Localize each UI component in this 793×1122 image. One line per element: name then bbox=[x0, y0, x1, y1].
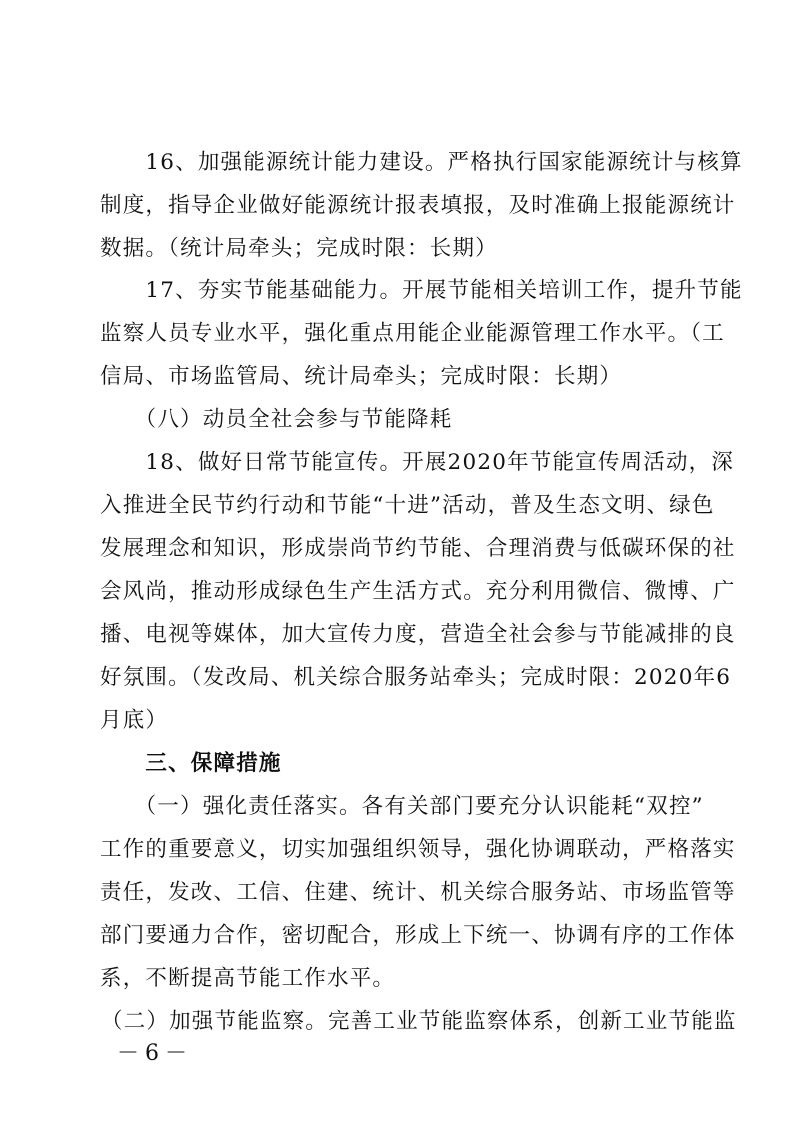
paragraph-line: （二）加强节能监察。完善工业节能监察体系，创新工业节能监 bbox=[101, 1009, 737, 1034]
page-number: －6－ bbox=[117, 1041, 193, 1066]
paragraph-line: 信局、市场监管局、统计局牵头；完成时限：长期） bbox=[100, 364, 623, 389]
paragraph-line: 会风尚，推动形成绿色生产生活方式。充分利用微信、微博、广 bbox=[100, 579, 736, 604]
paragraph-line: 数据。（统计局牵头；完成时限：长期） bbox=[100, 236, 498, 261]
paragraph-line: 入推进全民节约行动和节能“十进”活动，普及生态文明、绿色 bbox=[100, 493, 715, 518]
paragraph-line: 16、加强能源统计能力建设。严格执行国家能源统计与核算 bbox=[100, 150, 743, 175]
paragraph-line: 播、电视等媒体，加大宣传力度，营造全社会参与节能减排的良 bbox=[100, 622, 736, 647]
paragraph-line: 监察人员专业水平，强化重点用能企业能源管理工作水平。（工 bbox=[100, 321, 725, 346]
paragraph-line: 部门要通力合作，密切配合，形成上下统一、协调有序的工作体 bbox=[100, 923, 736, 948]
paragraph-line: 工作的重要意义，切实加强组织领导，强化协调联动，严格落实 bbox=[100, 837, 736, 862]
paragraph-line: 制度，指导企业做好能源统计报表填报，及时准确上报能源统计 bbox=[100, 193, 736, 218]
paragraph-line: 18、做好日常节能宣传。开展2020年节能宣传周活动，深 bbox=[100, 450, 735, 475]
paragraph-line: 17、夯实节能基础能力。开展节能相关培训工作，提升节能 bbox=[100, 278, 743, 303]
paragraph-line: 责任，发改、工信、住建、统计、机关综合服务站、市场监管等 bbox=[100, 880, 736, 905]
paragraph-line: 好氛围。（发改局、机关综合服务站牵头；完成时限：2020年6 bbox=[100, 665, 732, 690]
paragraph-line: （一）强化责任落实。各有关部门要充分认识能耗“双控” bbox=[100, 794, 704, 819]
section-heading: （八）动员全社会参与节能降耗 bbox=[100, 407, 453, 432]
paragraph-line: 发展理念和知识，形成崇尚节约节能、合理消费与低碳环保的社 bbox=[100, 536, 736, 561]
paragraph-line: 系，不断提高节能工作水平。 bbox=[100, 966, 396, 991]
paragraph-line: 月底） bbox=[100, 708, 169, 733]
section-heading: 三、保障措施 bbox=[100, 751, 282, 776]
